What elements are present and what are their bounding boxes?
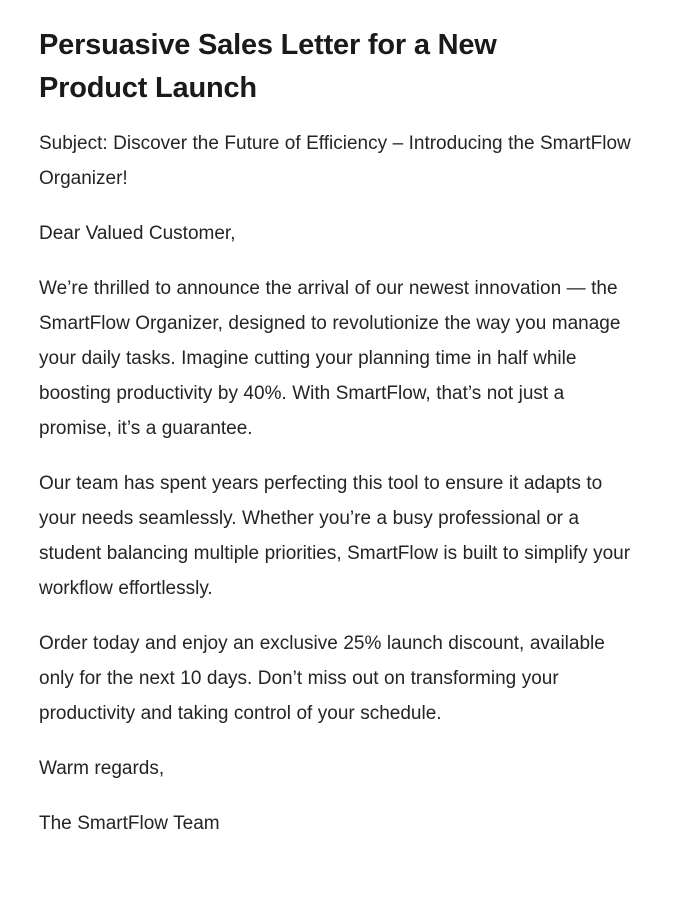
paragraph-call-to-action: Order today and enjoy an exclusive 25% launch discount, available only for the next 10 days. Don’t miss out on transforming your productivity and taking control of your schedule. [39,633,605,724]
paragraph-product-benefits: Our team has spent years perfecting this tool to ensure it adapts to your needs seamlessly. Whether you’re a busy professional or a student balancing multiple priorities, SmartFlow is built to simplify your workflow effortlessly. [39,473,631,599]
paragraph-salutation: Dear Valued Customer, [39,223,236,244]
paragraph-subject-line: Subject: Discover the Future of Efficiency – Introducing the SmartFlow Organizer! [39,133,631,189]
page-title: Persuasive Sales Letter for a New Product Launch [39,29,497,104]
document-body [39,126,661,841]
paragraph-signoff: Warm regards, [39,758,165,779]
paragraph-announcement: We’re thrilled to announce the arrival of our newest innovation — the SmartFlow Organizer, designed to revolutionize the way you manage your daily tasks. Imagine cutting your planning time in half while boosting productivity by 40%. With SmartFlow, that’s not just a promise, it’s a guarantee. [39,278,621,439]
paragraph-signature: The SmartFlow Team [39,813,220,834]
title-body-spacer [39,110,661,126]
